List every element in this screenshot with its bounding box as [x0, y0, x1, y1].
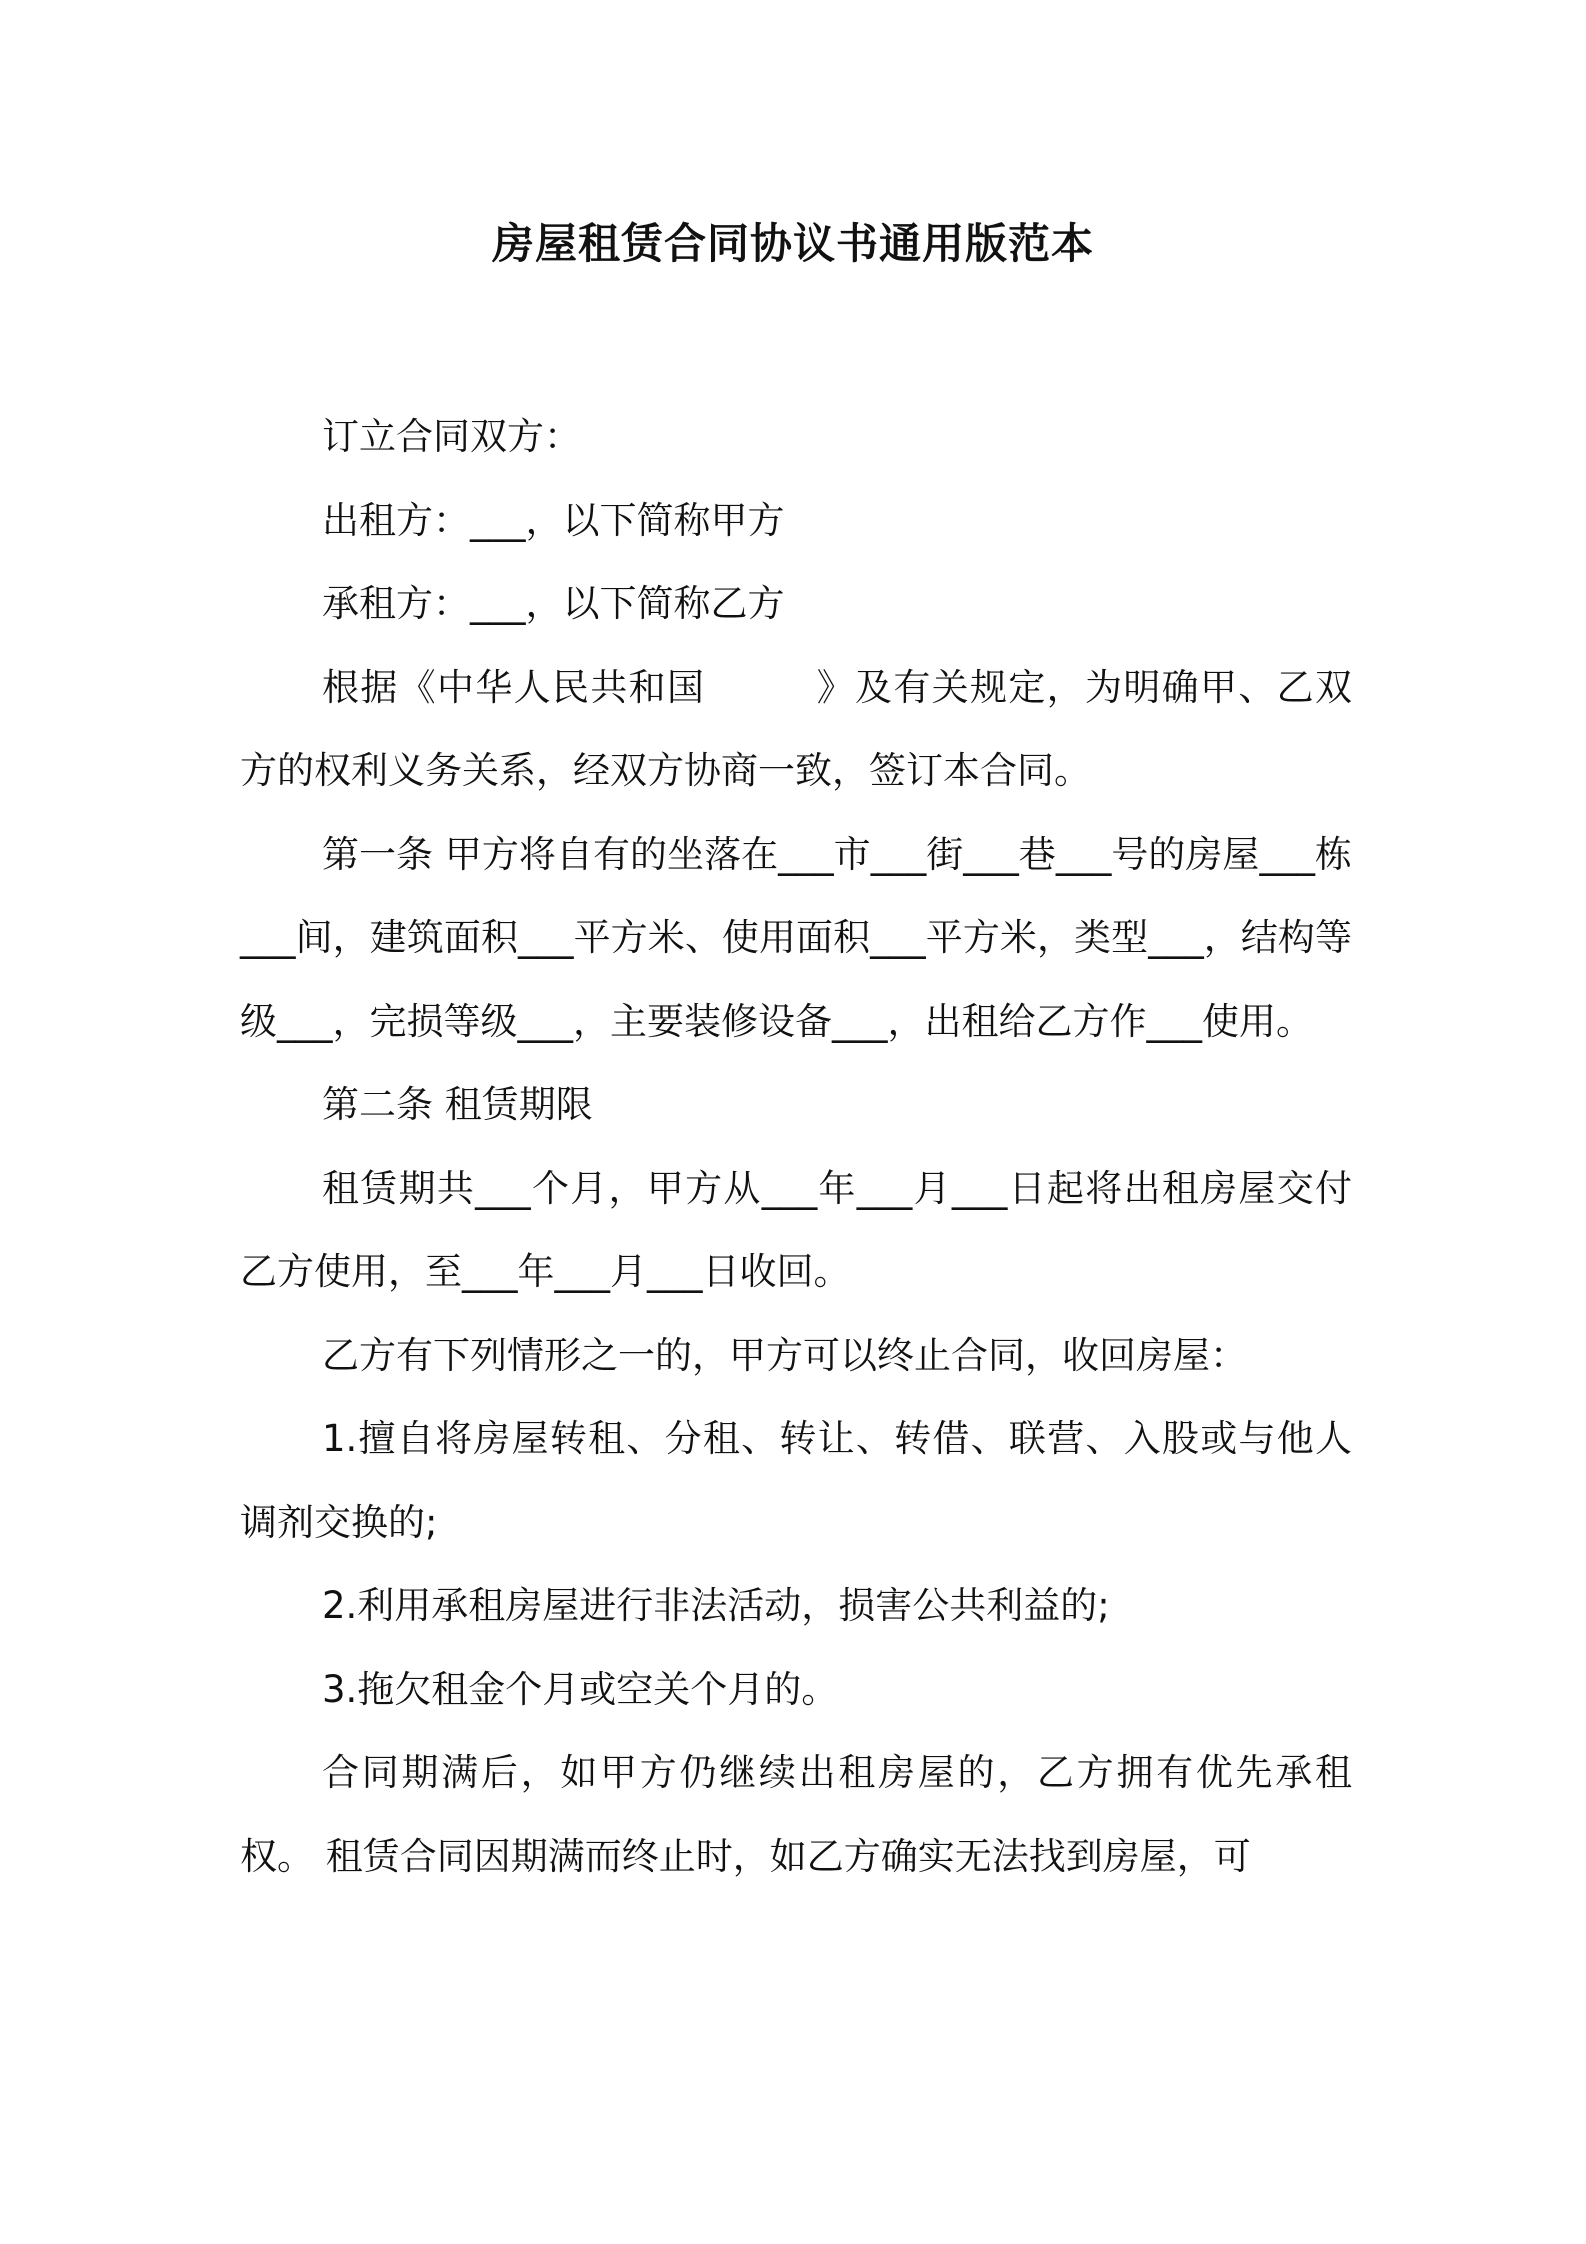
paragraph-renewal: 合同期满后，如甲方仍继续出租房屋的，乙方拥有优先承租权。 租赁合同因期满而终止时，如乙方确实无法找到房屋，可 — [240, 1751, 1352, 1878]
paragraph-article-2-heading: 第二条 租赁期限 — [322, 1083, 593, 1126]
paragraph-termination-intro: 乙方有下列情形之一的，甲方可以终止合同，收回房屋： — [322, 1333, 1247, 1377]
paragraph-termination-item-1: 1.擅自将房屋转租、分租、转让、转借、联营、入股或与他人调剂交换的; — [240, 1417, 1352, 1544]
paragraph-lessor: 出租方：___，以下简称甲方 — [322, 498, 785, 542]
paragraph-lessee: 承租方：___，以下简称乙方 — [322, 582, 785, 625]
paragraph-termination-item-3: 3.拖欠租金个月或空关个月的。 — [322, 1667, 839, 1711]
document-title: 房屋租赁合同协议书通用版范本 — [491, 219, 1094, 268]
paragraph-article-1: 第一条 甲方将自有的坐落在___市___街___巷___号的房屋___栋___间，建筑面积___平方米、使用面积___平方米，类型___，结构等级___，完损等级___，主要装修设备___，出租给乙方作___使用。 — [240, 832, 1352, 1043]
legal-basis-start: 根据《中华人民共和国 — [322, 665, 706, 709]
legal-basis-end: 》及有关规定，为明确甲、乙双方的权利义务关系，经双方协商一致，签订本合同。 — [240, 665, 1353, 792]
paragraph-legal-basis — [240, 646, 1352, 813]
paragraph-termination-item-2: 2.利用承租房屋进行非法活动，损害公共利益的; — [322, 1584, 1110, 1627]
document-body — [240, 395, 1352, 1898]
paragraph-parties-intro: 订立合同双方： — [322, 415, 581, 458]
paragraph-lease-term: 租赁期共___个月，甲方从___年___月___日起将出租房屋交付乙方使用，至___年___月___日收回。 — [240, 1166, 1352, 1293]
